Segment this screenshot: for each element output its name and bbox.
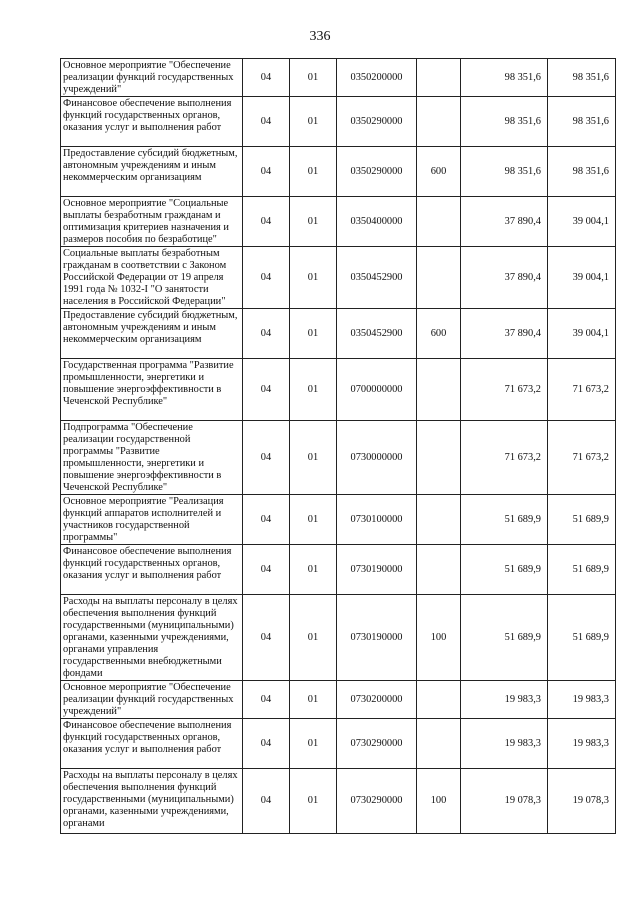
row-target-code: 0350400000 xyxy=(337,197,417,247)
table-row xyxy=(61,309,616,359)
row-expense-type xyxy=(417,247,461,309)
row-name: Основное мероприятие "Реализация функций аппаратов исполнителей и участников государственной программы" xyxy=(61,495,243,545)
row-section: 04 xyxy=(243,595,290,681)
row-sum-1: 51 689,9 xyxy=(461,595,548,681)
row-subsection: 01 xyxy=(290,59,337,97)
row-sum-1: 37 890,4 xyxy=(461,309,548,359)
row-name: Финансовое обеспечение выполнения функций государственных органов, оказания услуг и выполнения работ xyxy=(61,545,243,595)
row-subsection: 01 xyxy=(290,97,337,147)
row-subsection: 01 xyxy=(290,719,337,769)
row-sum-2: 51 689,9 xyxy=(548,545,616,595)
row-target-code: 0350200000 xyxy=(337,59,417,97)
row-section: 04 xyxy=(243,681,290,719)
row-name: Государственная программа "Развитие промышленности, энергетики и повышение энергоэффективности в Чеченской Республике" xyxy=(61,359,243,421)
row-expense-type: 600 xyxy=(417,147,461,197)
row-subsection: 01 xyxy=(290,197,337,247)
row-sum-2: 71 673,2 xyxy=(548,421,616,495)
page-number: 336 xyxy=(309,29,331,44)
row-section: 04 xyxy=(243,97,290,147)
row-sum-2: 98 351,6 xyxy=(548,97,616,147)
row-subsection: 01 xyxy=(290,595,337,681)
row-sum-2: 39 004,1 xyxy=(548,247,616,309)
row-expense-type xyxy=(417,59,461,97)
row-target-code: 0730290000 xyxy=(337,769,417,834)
row-expense-type xyxy=(417,97,461,147)
row-target-code: 0730100000 xyxy=(337,495,417,545)
row-name: Основное мероприятие "Социальные выплаты безработным гражданам и оптимизация критериев назначения и размеров пособия по безработице" xyxy=(61,197,243,247)
row-section: 04 xyxy=(243,147,290,197)
table-row xyxy=(61,147,616,197)
row-subsection: 01 xyxy=(290,421,337,495)
table-row xyxy=(61,197,616,247)
row-name: Основное мероприятие "Обеспечение реализации функций государственных учреждений" xyxy=(61,681,243,719)
row-section: 04 xyxy=(243,769,290,834)
row-name-cell xyxy=(61,769,243,834)
row-sum-2: 51 689,9 xyxy=(548,595,616,681)
row-subsection: 01 xyxy=(290,359,337,421)
row-subsection: 01 xyxy=(290,147,337,197)
row-name: Предоставление субсидий бюджетным, автономным учреждениям и иным некоммерческим организациям xyxy=(61,147,243,197)
row-sum-2: 71 673,2 xyxy=(548,359,616,421)
row-subsection: 01 xyxy=(290,495,337,545)
row-target-code: 0730190000 xyxy=(337,545,417,595)
row-section: 04 xyxy=(243,719,290,769)
row-expense-type: 600 xyxy=(417,309,461,359)
row-section: 04 xyxy=(243,309,290,359)
row-sum-1: 19 078,3 xyxy=(461,769,548,834)
row-expense-type xyxy=(417,495,461,545)
row-section: 04 xyxy=(243,545,290,595)
budget-table xyxy=(60,58,616,834)
row-subsection: 01 xyxy=(290,247,337,309)
row-sum-2: 19 078,3 xyxy=(548,769,616,834)
row-target-code: 0730190000 xyxy=(337,595,417,681)
row-sum-1: 51 689,9 xyxy=(461,495,548,545)
row-target-code: 0350290000 xyxy=(337,97,417,147)
row-section: 04 xyxy=(243,495,290,545)
row-expense-type xyxy=(417,719,461,769)
row-section: 04 xyxy=(243,197,290,247)
row-subsection: 01 xyxy=(290,681,337,719)
row-sum-2: 19 983,3 xyxy=(548,681,616,719)
row-expense-type xyxy=(417,545,461,595)
row-sum-1: 51 689,9 xyxy=(461,545,548,595)
row-sum-2: 39 004,1 xyxy=(548,309,616,359)
row-name: Социальные выплаты безработным гражданам в соответствии с Законом Российской Федерации от 19 апреля 1991 года № 1032-I "О занятости населения в Российской Федерации" xyxy=(61,247,243,309)
table-row xyxy=(61,247,616,309)
table-row xyxy=(61,719,616,769)
row-expense-type: 100 xyxy=(417,769,461,834)
row-sum-1: 37 890,4 xyxy=(461,197,548,247)
row-target-code: 0350290000 xyxy=(337,147,417,197)
row-sum-2: 98 351,6 xyxy=(548,59,616,97)
row-section: 04 xyxy=(243,59,290,97)
table-row xyxy=(61,97,616,147)
row-target-code: 0700000000 xyxy=(337,359,417,421)
row-name: Расходы на выплаты персоналу в целях обеспечения выполнения функций государственными (муниципальными) органами, казенными учреждениями, органами управления государственными внебюджетными фондами xyxy=(61,595,243,681)
row-expense-type xyxy=(417,681,461,719)
row-expense-type xyxy=(417,197,461,247)
row-section: 04 xyxy=(243,359,290,421)
table-row xyxy=(61,545,616,595)
row-sum-1: 98 351,6 xyxy=(461,147,548,197)
row-sum-1: 37 890,4 xyxy=(461,247,548,309)
row-sum-1: 98 351,6 xyxy=(461,97,548,147)
row-sum-2: 19 983,3 xyxy=(548,719,616,769)
row-sum-2: 51 689,9 xyxy=(548,495,616,545)
row-section: 04 xyxy=(243,421,290,495)
row-sum-2: 39 004,1 xyxy=(548,197,616,247)
table-row xyxy=(61,359,616,421)
row-name: Основное мероприятие "Обеспечение реализации функций государственных учреждений" xyxy=(61,59,243,97)
row-sum-2: 98 351,6 xyxy=(548,147,616,197)
row-name: Предоставление субсидий бюджетным, автономным учреждениям и иным некоммерческим организациям xyxy=(61,309,243,359)
table-row xyxy=(61,769,616,834)
row-expense-type xyxy=(417,421,461,495)
row-sum-1: 19 983,3 xyxy=(461,681,548,719)
row-expense-type xyxy=(417,359,461,421)
table-row xyxy=(61,681,616,719)
row-name: Финансовое обеспечение выполнения функций государственных органов, оказания услуг и выполнения работ xyxy=(61,719,243,769)
row-target-code: 0350452900 xyxy=(337,247,417,309)
row-name: Подпрограмма "Обеспечение реализации государственной программы "Развитие промышленности, энергетики и повышение энергоэффективности в Чеченской Республике" xyxy=(61,421,243,495)
row-name: Финансовое обеспечение выполнения функций государственных органов, оказания услуг и выполнения работ xyxy=(61,97,243,147)
table-row xyxy=(61,495,616,545)
row-subsection: 01 xyxy=(290,769,337,834)
table-row xyxy=(61,59,616,97)
row-target-code: 0350452900 xyxy=(337,309,417,359)
row-expense-type: 100 xyxy=(417,595,461,681)
row-name: Расходы на выплаты персоналу в целях обеспечения выполнения функций государственными (муниципальными) органами, казенными учреждениями, органами xyxy=(63,770,238,829)
row-subsection: 01 xyxy=(290,545,337,595)
row-subsection: 01 xyxy=(290,309,337,359)
row-sum-1: 98 351,6 xyxy=(461,59,548,97)
row-target-code: 0730000000 xyxy=(337,421,417,495)
table-row xyxy=(61,421,616,495)
row-target-code: 0730200000 xyxy=(337,681,417,719)
row-sum-1: 19 983,3 xyxy=(461,719,548,769)
row-sum-1: 71 673,2 xyxy=(461,359,548,421)
row-section: 04 xyxy=(243,247,290,309)
row-sum-1: 71 673,2 xyxy=(461,421,548,495)
row-target-code: 0730290000 xyxy=(337,719,417,769)
table-row xyxy=(61,595,616,681)
